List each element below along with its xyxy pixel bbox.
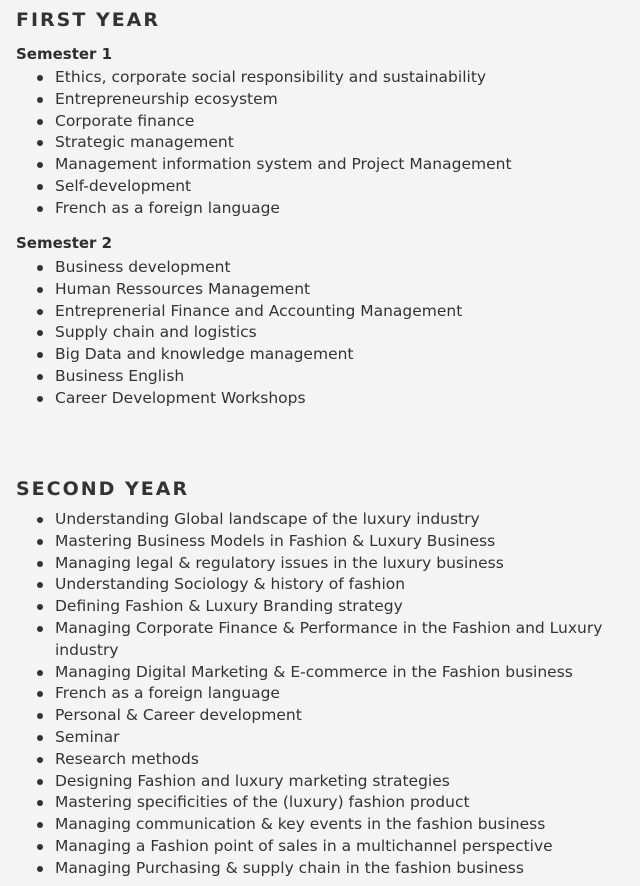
list-item	[0, 111, 640, 133]
bullet-icon	[37, 517, 43, 523]
list-item	[0, 132, 640, 154]
bullet-icon	[37, 206, 43, 212]
bullet-icon	[37, 352, 43, 358]
bullet-icon	[37, 779, 43, 785]
list-item	[0, 257, 640, 279]
course-label: Management information system and Project Management	[55, 155, 512, 174]
bullet-icon	[37, 822, 43, 828]
course-label: Entrepreneurship ecosystem	[55, 89, 278, 108]
second-year-heading: SECOND YEAR	[16, 478, 190, 500]
bullet-icon	[37, 184, 43, 190]
list-item	[0, 279, 640, 301]
course-label: Career Development Workshops	[55, 388, 306, 407]
bullet-icon	[37, 691, 43, 697]
semester-2-course-list	[0, 257, 640, 410]
course-label: Ethics, corporate social responsibility and sustainability	[55, 68, 487, 86]
list-item	[0, 176, 640, 198]
bullet-icon	[37, 582, 43, 588]
course-label: Managing Purchasing & supply chain in the fashion business	[55, 858, 524, 877]
list-item	[0, 67, 640, 89]
bullet-icon	[37, 735, 43, 741]
course-label: Human Ressources Management	[55, 279, 311, 298]
course-label: Big Data and knowledge management	[55, 345, 354, 364]
course-label: Defining Fashion & Luxury Branding strategy	[55, 597, 403, 616]
bullet-icon	[37, 309, 43, 315]
list-item	[0, 574, 640, 596]
bullet-icon	[37, 561, 43, 567]
list-item	[0, 301, 640, 323]
bullet-icon	[37, 330, 43, 336]
list-item	[0, 727, 640, 749]
bullet-icon	[37, 713, 43, 719]
list-item	[0, 836, 640, 858]
course-label: Managing legal & regulatory issues in the luxury business	[55, 553, 504, 572]
bullet-icon	[37, 162, 43, 168]
course-label: Personal & Career development	[55, 706, 302, 725]
course-label: French as a foreign language	[55, 198, 280, 217]
bullet-icon	[37, 396, 43, 402]
bullet-icon	[37, 866, 43, 872]
bullet-icon	[37, 800, 43, 806]
bullet-icon	[37, 757, 43, 763]
list-item	[0, 749, 640, 771]
bullet-icon	[37, 374, 43, 380]
course-label: Designing Fashion and luxury marketing strategies	[55, 771, 450, 790]
list-item	[0, 858, 640, 880]
list-item	[0, 198, 640, 220]
course-label: Managing Digital Marketing & E-commerce in the Fashion business	[55, 662, 573, 681]
course-label: Business English	[55, 366, 185, 385]
bullet-icon	[37, 626, 43, 632]
list-item	[0, 322, 640, 344]
bullet-icon	[37, 119, 43, 125]
course-label: Managing communication & key events in the fashion business	[55, 815, 546, 834]
bullet-icon	[37, 140, 43, 146]
list-item	[0, 662, 640, 684]
course-label: Self-development	[55, 176, 192, 195]
bullet-icon	[37, 287, 43, 293]
course-label: French as a foreign language	[55, 684, 280, 703]
course-label: Corporate finance	[55, 111, 195, 130]
course-label: Managing a Fashion point of sales in a multichannel perspective	[55, 836, 553, 855]
list-item	[0, 553, 640, 575]
course-label: Supply chain and logistics	[55, 323, 257, 342]
bullet-icon	[37, 670, 43, 676]
semester-1-course-list	[0, 67, 640, 220]
course-label: Entreprenerial Finance and Accounting Management	[55, 301, 463, 320]
bullet-icon	[37, 844, 43, 850]
course-label: Research methods	[55, 749, 199, 768]
bullet-icon	[37, 75, 43, 81]
first-year-heading: FIRST YEAR	[16, 9, 161, 31]
list-item	[0, 792, 640, 814]
list-item	[0, 366, 640, 388]
course-label: Strategic management	[55, 133, 234, 152]
list-item	[0, 89, 640, 111]
bullet-icon	[37, 265, 43, 271]
bullet-icon	[37, 97, 43, 103]
list-item	[0, 154, 640, 176]
course-label: Business development	[55, 258, 231, 276]
semester-2-heading: Semester 2	[16, 234, 113, 252]
semester-1-heading: Semester 1	[16, 45, 113, 63]
list-item	[0, 509, 640, 531]
list-item	[0, 683, 640, 705]
list-item	[0, 705, 640, 727]
course-label: Managing Corporate Finance & Performance in the Fashion and Luxury industry	[55, 618, 603, 659]
list-item	[0, 388, 640, 410]
bullet-icon	[37, 604, 43, 610]
list-item	[0, 531, 640, 553]
list-item	[0, 771, 640, 793]
second-year-course-list	[0, 509, 640, 880]
course-label: Understanding Global landscape of the luxury industry	[55, 510, 480, 528]
course-label: Seminar	[55, 727, 120, 746]
course-label: Understanding Sociology & history of fashion	[55, 575, 406, 594]
list-item	[0, 344, 640, 366]
bullet-icon	[37, 539, 43, 545]
course-label: Mastering Business Models in Fashion & Luxury Business	[55, 531, 496, 550]
list-item	[0, 814, 640, 836]
course-label: Mastering specificities of the (luxury) fashion product	[55, 793, 470, 812]
list-item	[0, 596, 640, 618]
list-item	[0, 618, 640, 662]
